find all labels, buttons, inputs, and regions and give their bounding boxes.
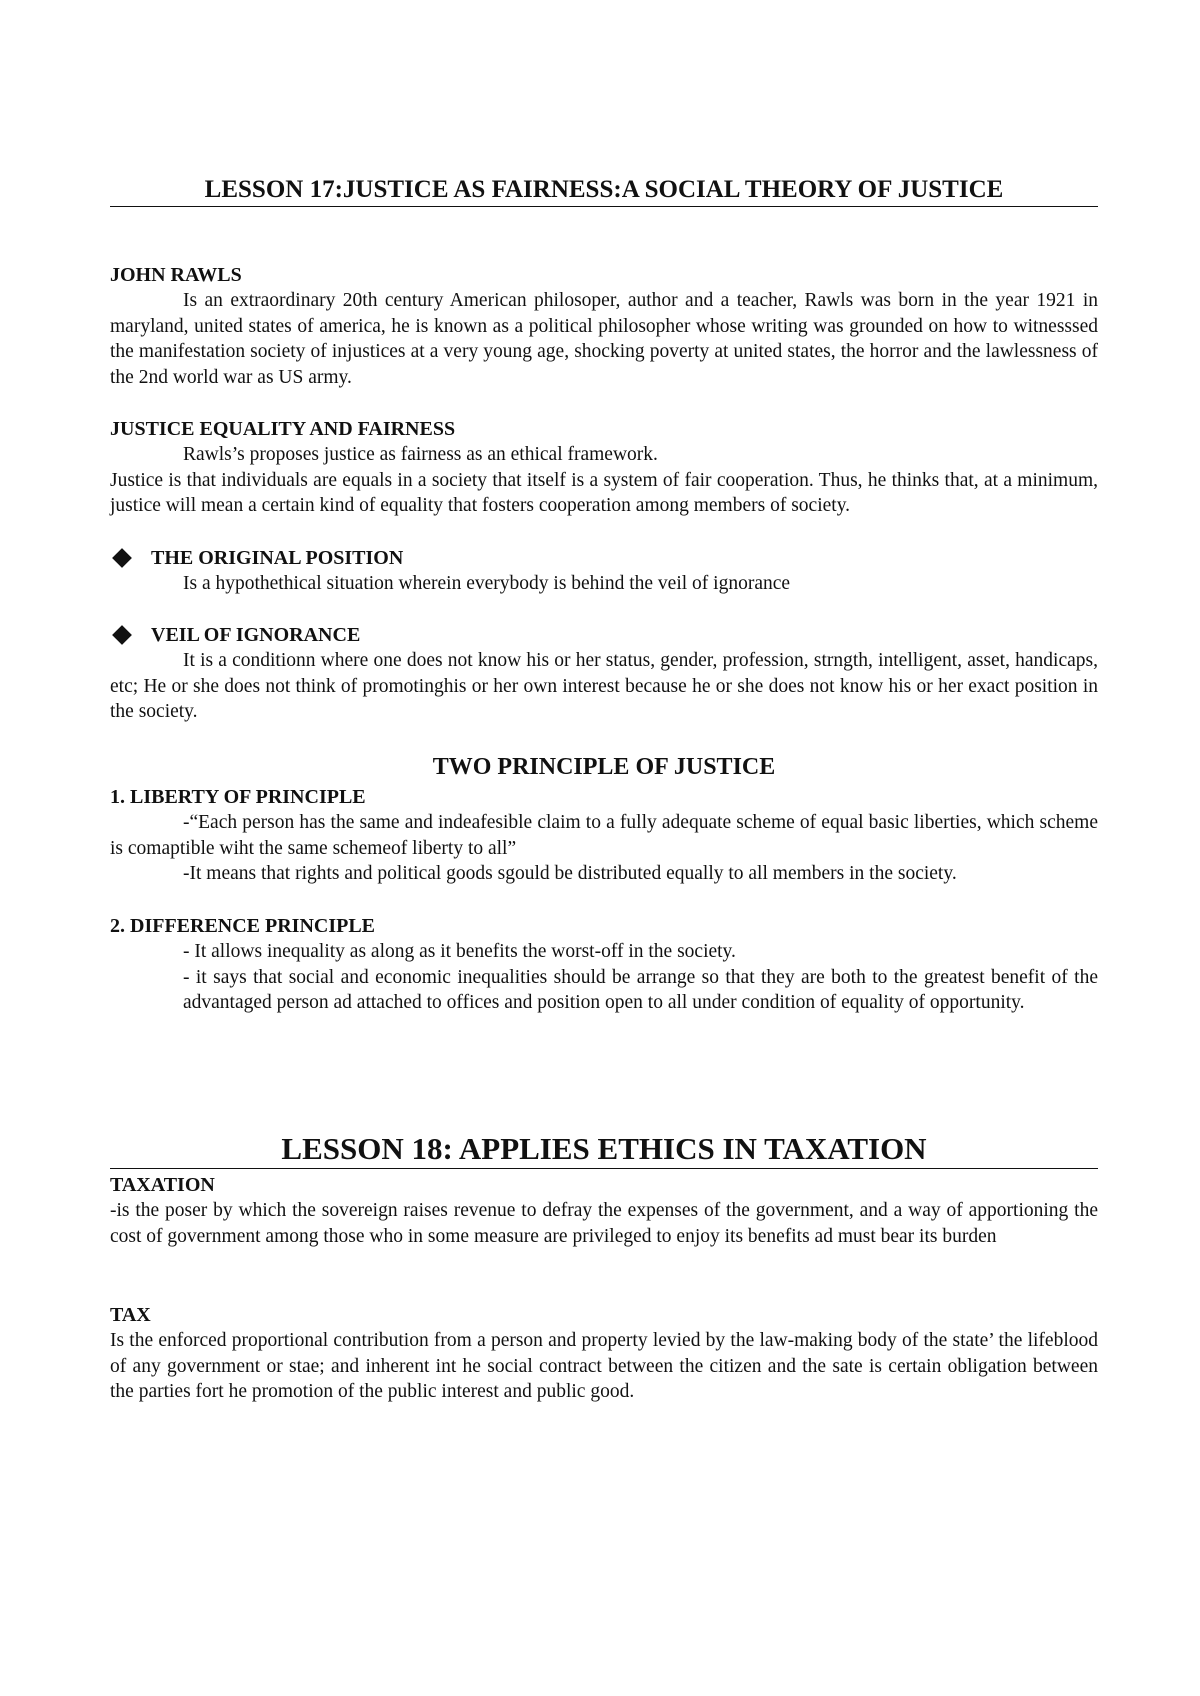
tax-text: Is the enforced proportional contribution from a person and property levied by the law-making body of the state’ the lifeblood of any government or stae; and inherent int he social contract between the citizen and the sate is certain obligation between the parties fort he promotion of the public interest and public good. [110,1330,1098,1403]
difference-line1: - It allows inequality as along as it benefits the worst-off in the society. [183,941,736,962]
difference-heading: 2. DIFFERENCE PRINCIPLE [110,915,376,937]
lesson-17-title: LESSON 17:JUSTICE AS FAIRNESS:A SOCIAL THEORY OF JUSTICE [110,174,1098,207]
difference-line2: - it says that social and economic inequalities should be arrange so that they are both to the greatest benefit of the advantaged person ad attached to offices and position open to all under condition of equality of opportunity. [183,966,1098,1014]
veil-heading-row [110,622,1098,648]
justice-equality-section [110,416,1098,519]
difference-section [110,913,1098,1016]
taxation-heading: TAXATION [110,1174,215,1196]
liberty-section [110,784,1098,887]
liberty-quote: -“Each person has the same and indeafesible claim to a fully adequate scheme of equal basic liberties, which scheme is comaptible wiht the same schemeof liberty to all” [110,812,1098,859]
liberty-meaning: -It means that rights and political goods sgould be distributed equally to all members in the society. [183,863,957,885]
taxation-section [110,1172,1098,1249]
john-rawls-heading: JOHN RAWLS [110,264,242,286]
diamond-bullet-icon [112,625,132,645]
tax-section [110,1302,1098,1405]
justice-equality-line1: Rawls’s proposes justice as fairness as an ethical framework. [183,444,658,465]
lesson-18-title: LESSON 18: APPLIES ETHICS IN TAXATION [110,1130,1098,1169]
original-position-heading: THE ORIGINAL POSITION [151,547,404,569]
veil-text: It is a conditionn where one does not know his or her status, gender, profession, strngth, intelligent, asset, handicaps, etc; He or she does not think of promotinghis or her own interest because he or she does not know his or her exact position in the society. [110,650,1098,723]
justice-equality-heading: JUSTICE EQUALITY AND FAIRNESS [110,418,456,440]
original-position-section [110,545,1098,597]
original-position-text: Is a hypothethical situation wherein everybody is behind the veil of ignorance [183,573,791,594]
john-rawls-text: Is an extraordinary 20th century American philosoper, author and a teacher, Rawls was born in the year 1921 in maryland, united states of america, he is known as a political philosopher whose writing was grounded on how to witnesssed the manifestation society of injustices at a very young age, shocking poverty at united states, the horror and the lawlessness of the 2nd world war as US army. [110,290,1098,389]
diamond-bullet-icon [112,548,132,568]
original-position-heading-row [110,545,1098,571]
tax-heading: TAX [110,1304,151,1326]
liberty-heading: 1. LIBERTY OF PRINCIPLE [110,786,366,808]
justice-equality-text: Justice is that individuals are equals in a society that itself is a system of fair cooperation. Thus, he thinks that, at a minimum, justice will mean a certain kind of equality that fosters cooperation among members of society. [110,469,1098,517]
two-principle-heading: TWO PRINCIPLE OF JUSTICE [432,754,776,780]
veil-heading: VEIL OF IGNORANCE [151,624,361,646]
taxation-text: -is the poser by which the sovereign raises revenue to defray the expenses of the government, and a way of apportioning the cost of government among those who in some measure are privileged to enjoy its benefits ad must bear its burden [110,1200,1098,1247]
veil-section [110,622,1098,725]
john-rawls-section [110,262,1098,391]
